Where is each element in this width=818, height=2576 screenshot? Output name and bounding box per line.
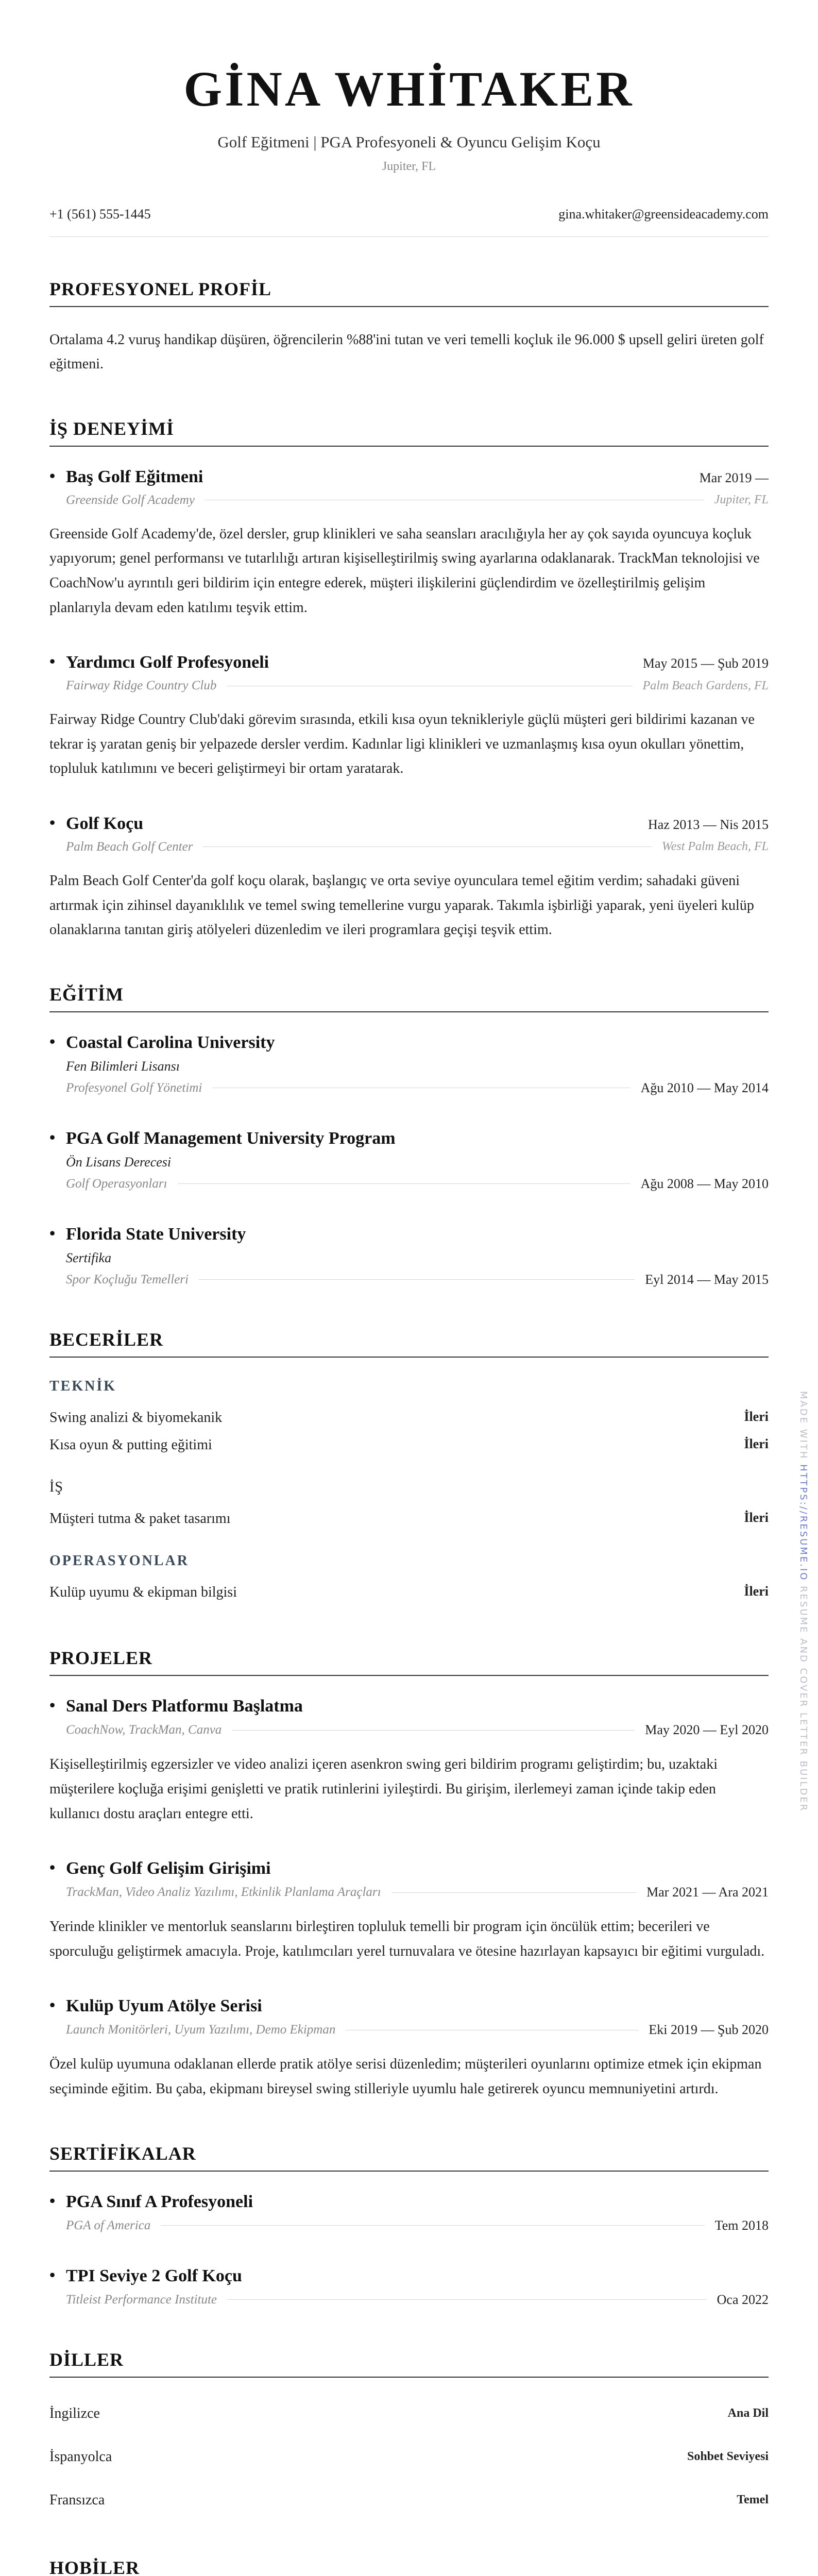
- education-section: [49, 984, 769, 1287]
- project-date: Mar 2021 — Ara 2021: [646, 1885, 769, 1900]
- section-title: HOBİLER: [49, 2557, 769, 2576]
- section-title: EĞİTİM: [49, 984, 769, 1012]
- profile-text: Ortalama 4.2 vuruş handikap düşüren, öğrencilerin %88'ini tutan ve veri temelli koçluk ile 96.000 $ upsell geliri üreten golf eğitmeni.: [49, 331, 764, 372]
- language-name: Fransızca: [49, 2492, 105, 2508]
- education-date: Ağu 2008 — May 2010: [640, 1176, 769, 1191]
- languages-section: [49, 2349, 769, 2516]
- job-date: May 2015 — Şub 2019: [642, 656, 769, 671]
- divider: [391, 1892, 637, 1893]
- field-of-study: Profesyonel Golf Yönetimi: [66, 1080, 202, 1095]
- project-description: Yerinde klinikler ve mentorluk seanslarını birleştiren topluluk temelli bir program için öncülük ettim; becerileri ve sporculuğu geliştirmek amacıyla. Proje, katılımcıları yerel turnuvalara ve ötesine hazırlayan kapsayıcı bir eğitimi vurguladı.: [49, 1919, 765, 1959]
- job-location: Jupiter, FL: [714, 493, 769, 507]
- job-date: Mar 2019 —: [699, 470, 769, 485]
- education-date: Eyl 2014 — May 2015: [645, 1272, 769, 1287]
- project-date: May 2020 — Eyl 2020: [645, 1722, 769, 1738]
- certifications-section: [49, 2143, 769, 2308]
- skill-group-title: OPERASYONLAR: [49, 1553, 189, 1569]
- field-of-study: Spor Koçluğu Temelleri: [66, 1272, 189, 1286]
- section-title: PROFESYONEL PROFİL: [49, 278, 769, 307]
- skill-level: İleri: [744, 1409, 769, 1424]
- skill-row: [49, 1431, 769, 1459]
- skill-name: Swing analizi & biyomekanik: [49, 1409, 223, 1426]
- project-title: • Sanal Ders Platformu Başlatma: [49, 1697, 769, 1716]
- degree: Ön Lisans Derecesi: [66, 1154, 172, 1170]
- degree: Fen Bilimleri Lisansı: [66, 1058, 180, 1074]
- skill-group-title: İŞ: [49, 1479, 63, 1496]
- project-description: Kişiselleştirilmiş egzersizler ve video analizi içeren asenkron swing geri bildirim programı geliştirdim; bu, uzaktaki müşterilere koçluğa erişimi genişletti ve pratik rutinlerini iyileştirdi. Bu girişim, ilerlemeyi zaman içinde takip eden kullanıcı dostu araçları entegre etti.: [49, 1756, 718, 1822]
- school-name: • Florida State University: [49, 1225, 769, 1244]
- contact-row: [49, 207, 769, 237]
- project-entry: [49, 1996, 769, 2101]
- project-tools: TrackMan, Video Analiz Yazılımı, Etkinlik Planlama Araçları: [66, 1885, 381, 1900]
- certification-date: Tem 2018: [714, 2217, 769, 2233]
- language-name: İspanyolca: [49, 2448, 112, 2465]
- school-name: • Coastal Carolina University: [49, 1033, 769, 1053]
- experience-entry: [49, 814, 769, 942]
- divider: [227, 2299, 707, 2300]
- certification-date: Oca 2022: [717, 2292, 769, 2307]
- watermark-prefix: MADE WITH: [798, 1391, 809, 1460]
- education-entry: [49, 1033, 769, 1096]
- job-title: • Yardımcı Golf Profesyoneli: [49, 653, 269, 672]
- skill-level: İleri: [744, 1436, 769, 1451]
- divider: [203, 846, 651, 847]
- skill-row: [49, 1404, 769, 1431]
- experience-entry: [49, 653, 769, 781]
- job-title: • Baş Golf Eğitmeni: [49, 467, 203, 487]
- job-title: • Golf Koçu: [49, 814, 143, 834]
- divider: [178, 1183, 630, 1184]
- job-location: West Palm Beach, FL: [661, 840, 769, 854]
- language-level: Sohbet Seviyesi: [687, 2450, 769, 2464]
- hobbies-section: [49, 2557, 769, 2576]
- employer: Palm Beach Golf Center: [66, 839, 193, 854]
- language-level: Ana Dil: [727, 2406, 769, 2420]
- section-title: DİLLER: [49, 2349, 769, 2378]
- skill-name: Kısa oyun & putting eğitimi: [49, 1436, 212, 1453]
- certification-title: • TPI Seviye 2 Golf Koçu: [49, 2266, 769, 2286]
- job-description: Greenside Golf Academy'de, özel dersler, grup klinikleri ve saha seansları aracılığıyla her ay çok sayıda oyuncuya koçluk yapıyorum; genel performansı ve tutarlılığı artıran kişiselleştirilmiş swing ayarlarına odaklanarak. TrackMan teknolojisi ve CoachNow'u ayrıntılı geri bildirim için entegre ederek, müşteri ilişkilerini güçlendirdim ve özelleştirilmiş gelişim planlarıyla devam eden katılımı teşvik ettim.: [49, 526, 760, 616]
- watermark-suffix: RESUME AND COVER LETTER BUILDER: [798, 1586, 809, 1812]
- profile-section: [49, 278, 769, 377]
- skill-level: İleri: [744, 1584, 769, 1599]
- project-title: • Kulüp Uyum Atölye Serisi: [49, 1996, 769, 2016]
- skill-group-title: TEKNİK: [49, 1378, 117, 1394]
- certification-entry: [49, 2266, 769, 2308]
- certification-title: • PGA Sınıf A Profesyoneli: [49, 2192, 769, 2212]
- certification-entry: [49, 2192, 769, 2233]
- project-date: Eki 2019 — Şub 2020: [649, 2022, 769, 2038]
- education-entry: [49, 1225, 769, 1287]
- certification-issuer: Titleist Performance Institute: [66, 2292, 217, 2307]
- project-title: • Genç Golf Gelişim Girişimi: [49, 1859, 769, 1878]
- watermark-link[interactable]: HTTPS://RESUME.IO: [798, 1464, 809, 1582]
- skill-row: [49, 1579, 769, 1606]
- skill-level: İleri: [744, 1510, 769, 1526]
- school-name: • PGA Golf Management University Program: [49, 1129, 769, 1148]
- employer: Greenside Golf Academy: [66, 493, 195, 507]
- builder-watermark: [798, 1391, 809, 1812]
- divider: [232, 1730, 635, 1731]
- experience-entry: [49, 467, 769, 620]
- project-tools: CoachNow, TrackMan, Canva: [66, 1723, 222, 1737]
- projects-section: [49, 1647, 769, 2101]
- section-title: PROJELER: [49, 1647, 769, 1676]
- language-row: [49, 2398, 769, 2429]
- education-entry: [49, 1129, 769, 1192]
- degree: Sertifika: [66, 1250, 112, 1265]
- job-description: Palm Beach Golf Center'da golf koçu olarak, başlangıç ve orta seviye oyunculara temel eğitim verdim; sahadaki güveni artırmak için zihinsel dayanıklılık ve temel swing temellerine vurgu yaparak. Takımla işbirliği yaparak, yeni üyeleri kulüp olanaklarına tanıtan giriş atölyeleri düzenledim ve ileri programlara geçişi teşvik ettim.: [49, 872, 754, 938]
- field-of-study: Golf Operasyonları: [66, 1176, 167, 1191]
- employer: Fairway Ridge Country Club: [66, 679, 217, 693]
- divider: [199, 1279, 635, 1280]
- skill-name: Müşteri tutma & paket tasarımı: [49, 1511, 231, 1527]
- education-date: Ağu 2010 — May 2014: [640, 1080, 769, 1095]
- language-row: [49, 2485, 769, 2516]
- job-description: Fairway Ridge Country Club'daki görevim sırasında, etkili kısa oyun teknikleriyle güçlü müşteri geri bildirimi kazanan ve tekrar iş yaratan geniş bir yelpazede dersler verdim. Kadınlar ligi klinikleri ve uzmanlaşmış kısa oyun okulları yönettim, topluluk katılımını ve beceri geliştirmeyi bir ortam yaratarak.: [49, 711, 755, 777]
- project-entry: [49, 1859, 769, 1963]
- skill-name: Kulüp uyumu & ekipman bilgisi: [49, 1584, 237, 1601]
- project-description: Özel kulüp uyumuna odaklanan ellerde pratik atölye serisi düzenledim; müşterileri oyunlarını optimize etmek için ekipman seçiminde eğitim. Bu çaba, ekipmanı bireysel swing stilleriyle uyumlu hale getirerek oyuncu memnuniyetini artırdı.: [49, 2056, 762, 2097]
- skills-section: [49, 1329, 769, 1606]
- job-date: Haz 2013 — Nis 2015: [648, 817, 769, 832]
- candidate-name: GİNA WHİTAKER: [183, 61, 635, 116]
- language-row: [49, 2442, 769, 2472]
- certification-issuer: PGA of America: [66, 2218, 151, 2232]
- section-title: BECERİLER: [49, 1329, 769, 1358]
- section-title: İŞ DENEYİMİ: [49, 418, 769, 447]
- project-tools: Launch Monitörleri, Uyum Yazılımı, Demo Ekipman: [66, 2023, 336, 2037]
- language-name: İngilizce: [49, 2405, 100, 2421]
- section-title: SERTİFİKALAR: [49, 2143, 769, 2172]
- resume-header: [49, 62, 769, 237]
- experience-section: [49, 418, 769, 942]
- job-location: Palm Beach Gardens, FL: [642, 679, 769, 692]
- phone[interactable]: +1 (561) 555-1445: [49, 206, 151, 222]
- divider: [161, 2225, 704, 2226]
- email[interactable]: gina.whitaker@greensideacademy.com: [558, 206, 769, 222]
- skill-row: [49, 1505, 769, 1532]
- language-level: Temel: [737, 2493, 769, 2507]
- location: Jupiter, FL: [382, 159, 436, 173]
- project-entry: [49, 1697, 769, 1826]
- headline: Golf Eğitmeni | PGA Profesyoneli & Oyuncu Gelişim Koçu: [217, 132, 601, 151]
